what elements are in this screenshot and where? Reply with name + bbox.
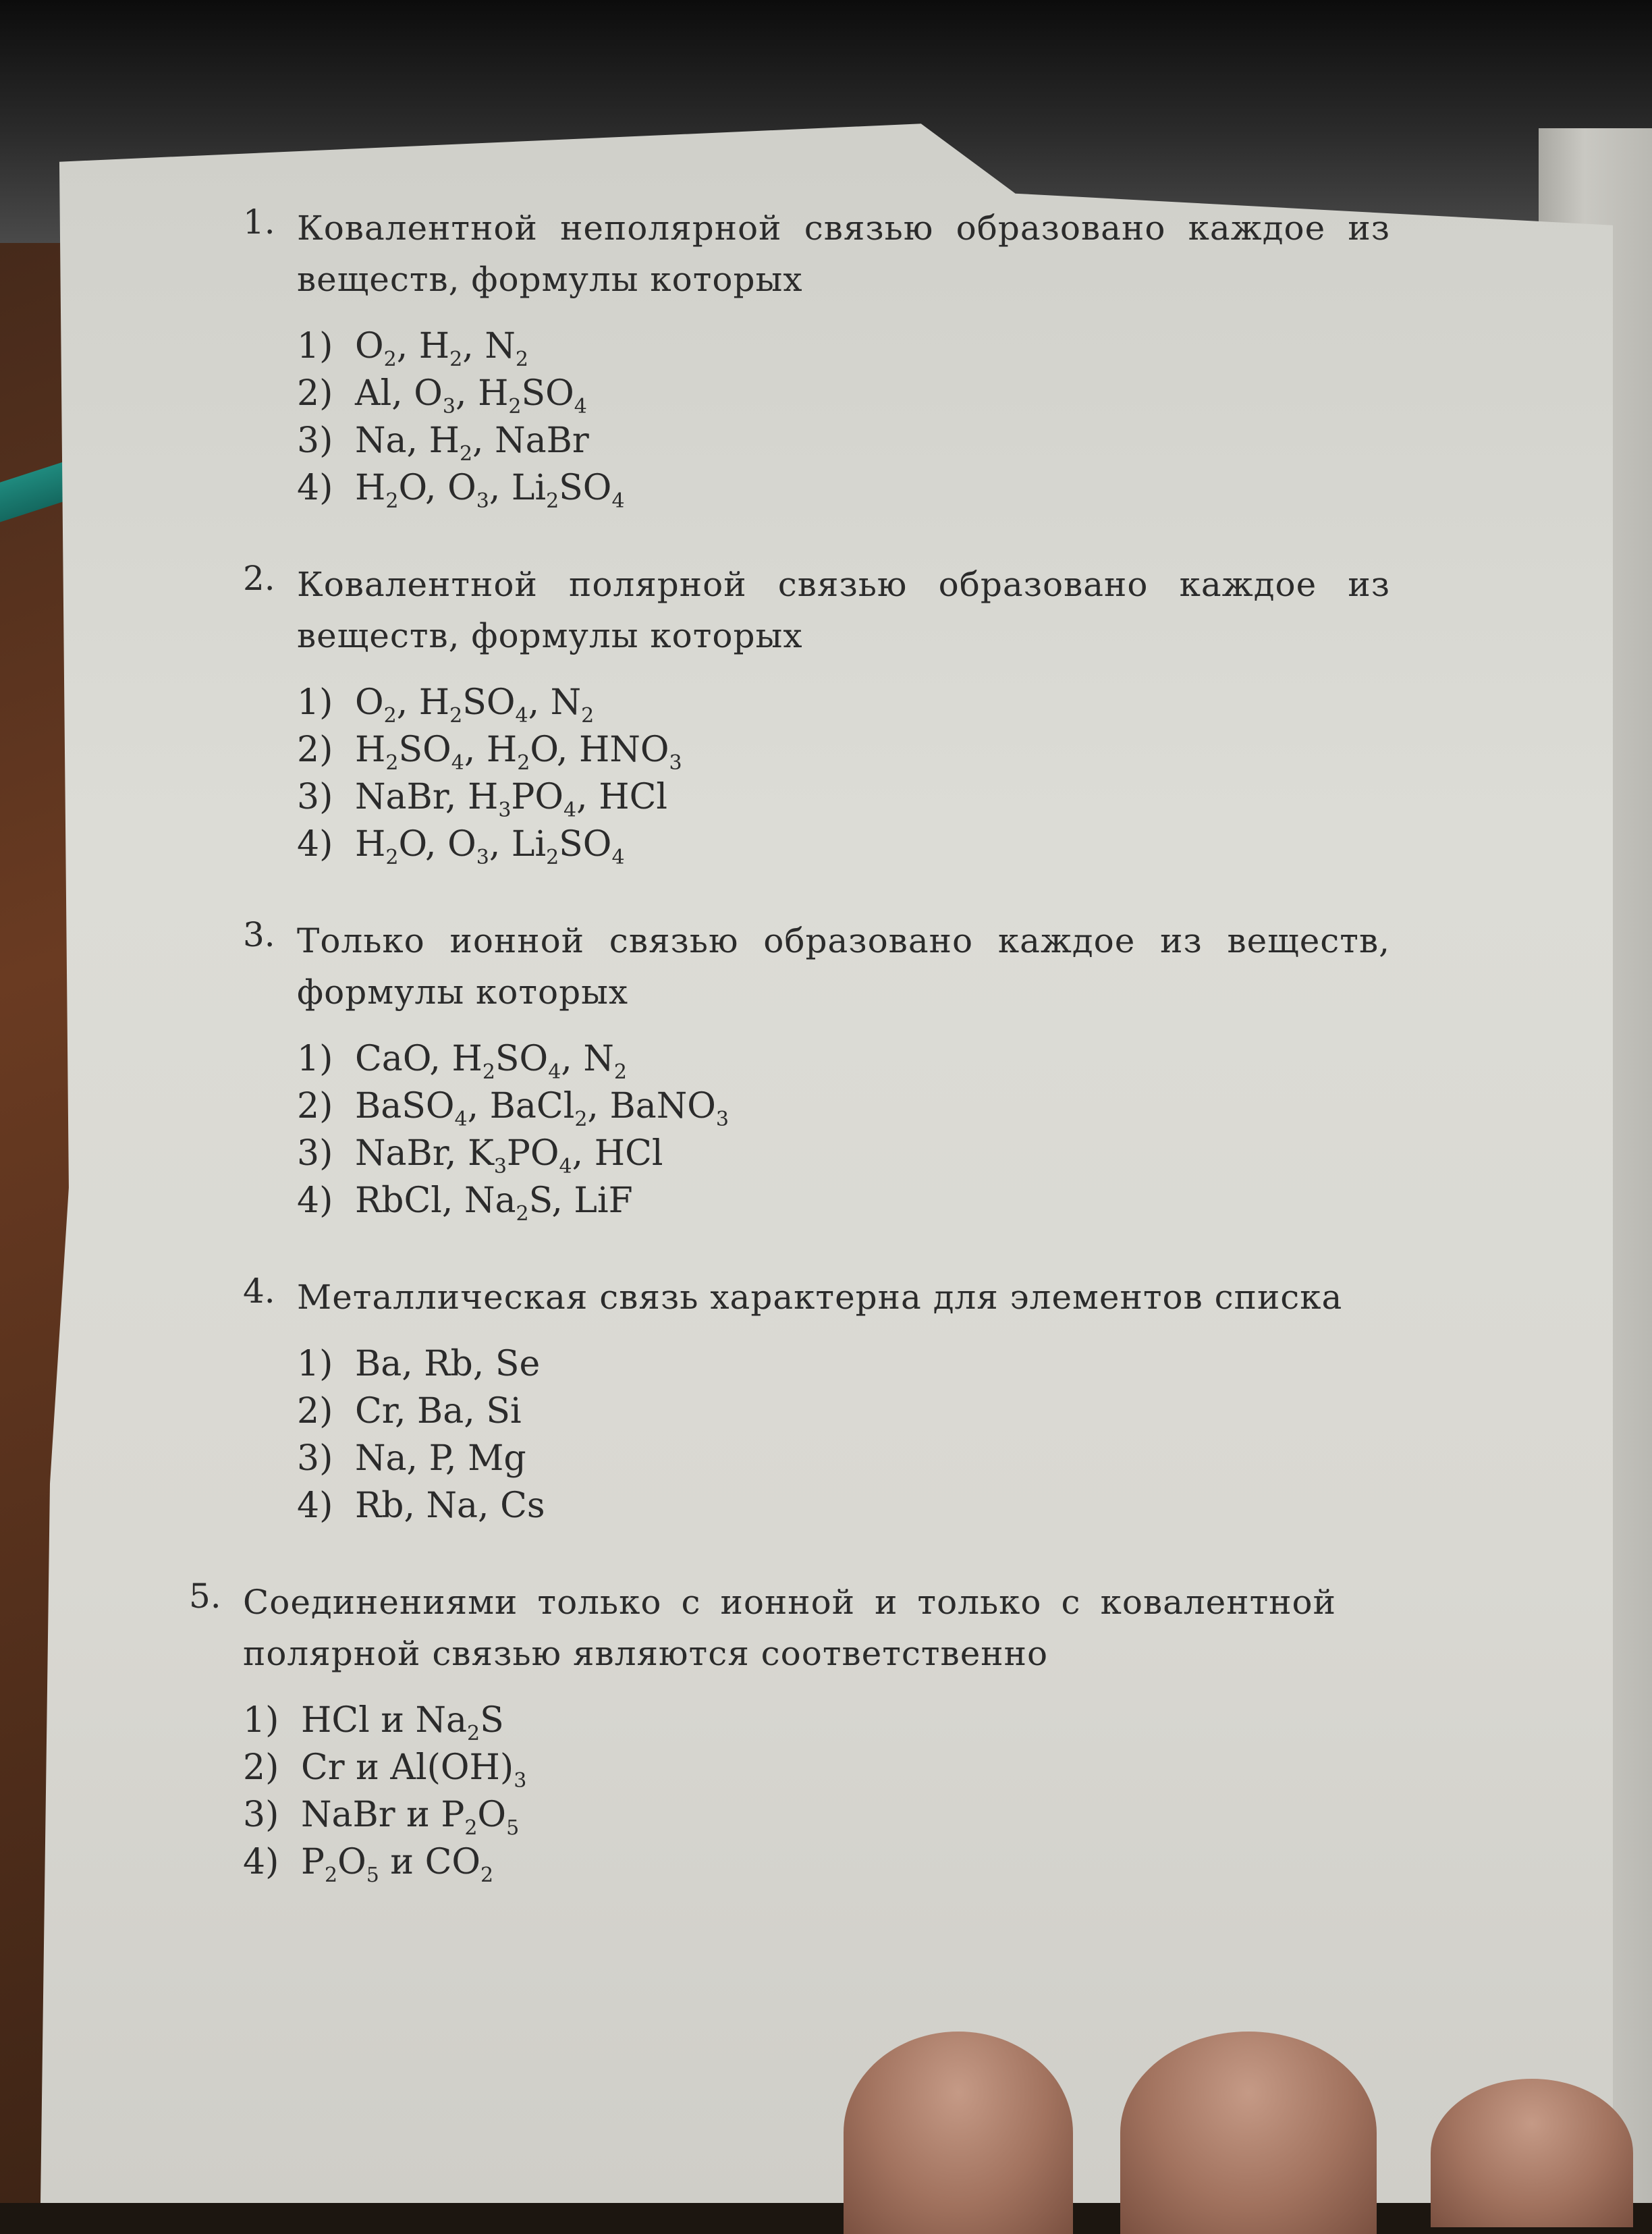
question-text: Соединениями только с ионной и только с ковалентной полярной связью являются соответственно <box>243 1583 1336 1673</box>
option-formula: NaBr и $P_2O_5$ <box>301 1795 520 1840</box>
option-number: 4) <box>297 1486 333 1526</box>
option-formula: NaBr, $K_3PO_4$, HCl <box>355 1133 663 1178</box>
answer-option <box>297 1482 1390 1529</box>
answer-option <box>297 1435 1390 1482</box>
option-formula: Na, P, Mg <box>355 1438 526 1479</box>
answer-option <box>243 1744 1336 1791</box>
question-4 <box>243 1272 1390 1529</box>
option-formula: Cr, Ba, Si <box>355 1391 522 1432</box>
option-number: 2) <box>297 730 333 770</box>
option-number: 3) <box>297 420 333 461</box>
option-formula: NaBr, $H_3PO_4$, HCl <box>355 777 667 822</box>
answer-options <box>297 1035 1390 1224</box>
question-text: Только ионной связью образовано каждое из веществ, формулы которых <box>297 921 1390 1012</box>
option-formula: CaO, $H_2SO_4$, $N_2$ <box>355 1039 627 1084</box>
option-formula: BaSO$_4$, BaCl$_2$, BaNO$_3$ <box>355 1086 729 1131</box>
option-number: 2) <box>243 1747 279 1788</box>
answer-option <box>297 1340 1390 1388</box>
answer-option <box>243 1791 1336 1838</box>
question-number: 5. <box>189 1577 221 1616</box>
answer-option <box>297 1035 1390 1083</box>
question-number: 4. <box>243 1272 275 1311</box>
answer-option <box>243 1838 1336 1886</box>
option-number: 4) <box>297 468 333 508</box>
option-formula: RbCl, $Na_2S$, LiF <box>355 1180 633 1226</box>
option-formula: $H_2SO_4$, $H_2O$, $HNO_3$ <box>355 730 682 775</box>
answer-option <box>297 726 1390 773</box>
option-formula: HCl и $Na_2S$ <box>301 1700 504 1745</box>
answer-option <box>297 464 1390 512</box>
question-1 <box>243 202 1390 513</box>
answer-options <box>243 1697 1336 1886</box>
option-number: 3) <box>297 777 333 817</box>
option-formula: Ba, Rb, Se <box>355 1344 541 1384</box>
option-number: 1) <box>243 1700 279 1741</box>
finger <box>1431 2079 1633 2227</box>
option-number: 1) <box>297 1344 333 1384</box>
answer-option <box>297 821 1390 868</box>
question-2 <box>243 559 1390 869</box>
option-number: 2) <box>297 1391 333 1432</box>
question-text: Ковалентной полярной связью образовано каждое из веществ, формулы которых <box>297 565 1390 655</box>
answer-option <box>297 370 1390 417</box>
question-text: Ковалентной неполярной связью образовано каждое из веществ, формулы которых <box>297 209 1390 299</box>
option-number: 1) <box>297 326 333 366</box>
worksheet <box>189 202 1390 1933</box>
answer-option <box>297 323 1390 370</box>
option-number: 3) <box>297 1133 333 1174</box>
question-number: 2. <box>243 559 275 598</box>
question-text: Металлическая связь характерна для элементов списка <box>297 1278 1343 1317</box>
option-number: 1) <box>297 1039 333 1079</box>
option-formula: $O_2$, $H_2$, $N_2$ <box>355 326 528 371</box>
question-number: 1. <box>243 202 275 242</box>
option-number: 2) <box>297 1086 333 1126</box>
option-formula: $H_2O$, $O_3$, $Li_2SO_4$ <box>355 824 625 869</box>
answer-option <box>297 417 1390 464</box>
finger <box>1120 2032 1377 2234</box>
option-number: 4) <box>243 1842 279 1882</box>
option-formula: $H_2O$, $O_3$, $Li_2SO_4$ <box>355 468 625 513</box>
question-number: 3. <box>243 915 275 954</box>
option-formula: Al, $O_3$, $H_2SO_4$ <box>355 373 587 418</box>
option-formula: $P_2O_5$ и $CO_2$ <box>301 1842 494 1887</box>
option-formula: $O_2$, $H_2SO_4$, $N_2$ <box>355 682 595 728</box>
option-formula: Na, $H_2$, NaBr <box>355 420 589 466</box>
option-number: 3) <box>243 1795 279 1835</box>
answer-options <box>297 1340 1390 1529</box>
answer-options <box>297 679 1390 868</box>
answer-option <box>243 1697 1336 1744</box>
option-formula: Rb, Na, Cs <box>355 1486 545 1526</box>
option-number: 3) <box>297 1438 333 1479</box>
answer-option <box>297 773 1390 821</box>
answer-option <box>297 1388 1390 1435</box>
answer-option <box>297 1130 1390 1177</box>
question-5 <box>189 1577 1336 1887</box>
option-number: 4) <box>297 1180 333 1221</box>
answer-options <box>297 323 1390 512</box>
finger <box>844 2032 1073 2234</box>
answer-option <box>297 679 1390 726</box>
question-3 <box>243 915 1390 1226</box>
option-number: 2) <box>297 373 333 414</box>
answer-option <box>297 1083 1390 1130</box>
option-number: 1) <box>297 682 333 723</box>
answer-option <box>297 1177 1390 1224</box>
option-number: 4) <box>297 824 333 865</box>
option-formula: Cr и $Al(OH)_3$ <box>301 1747 527 1793</box>
